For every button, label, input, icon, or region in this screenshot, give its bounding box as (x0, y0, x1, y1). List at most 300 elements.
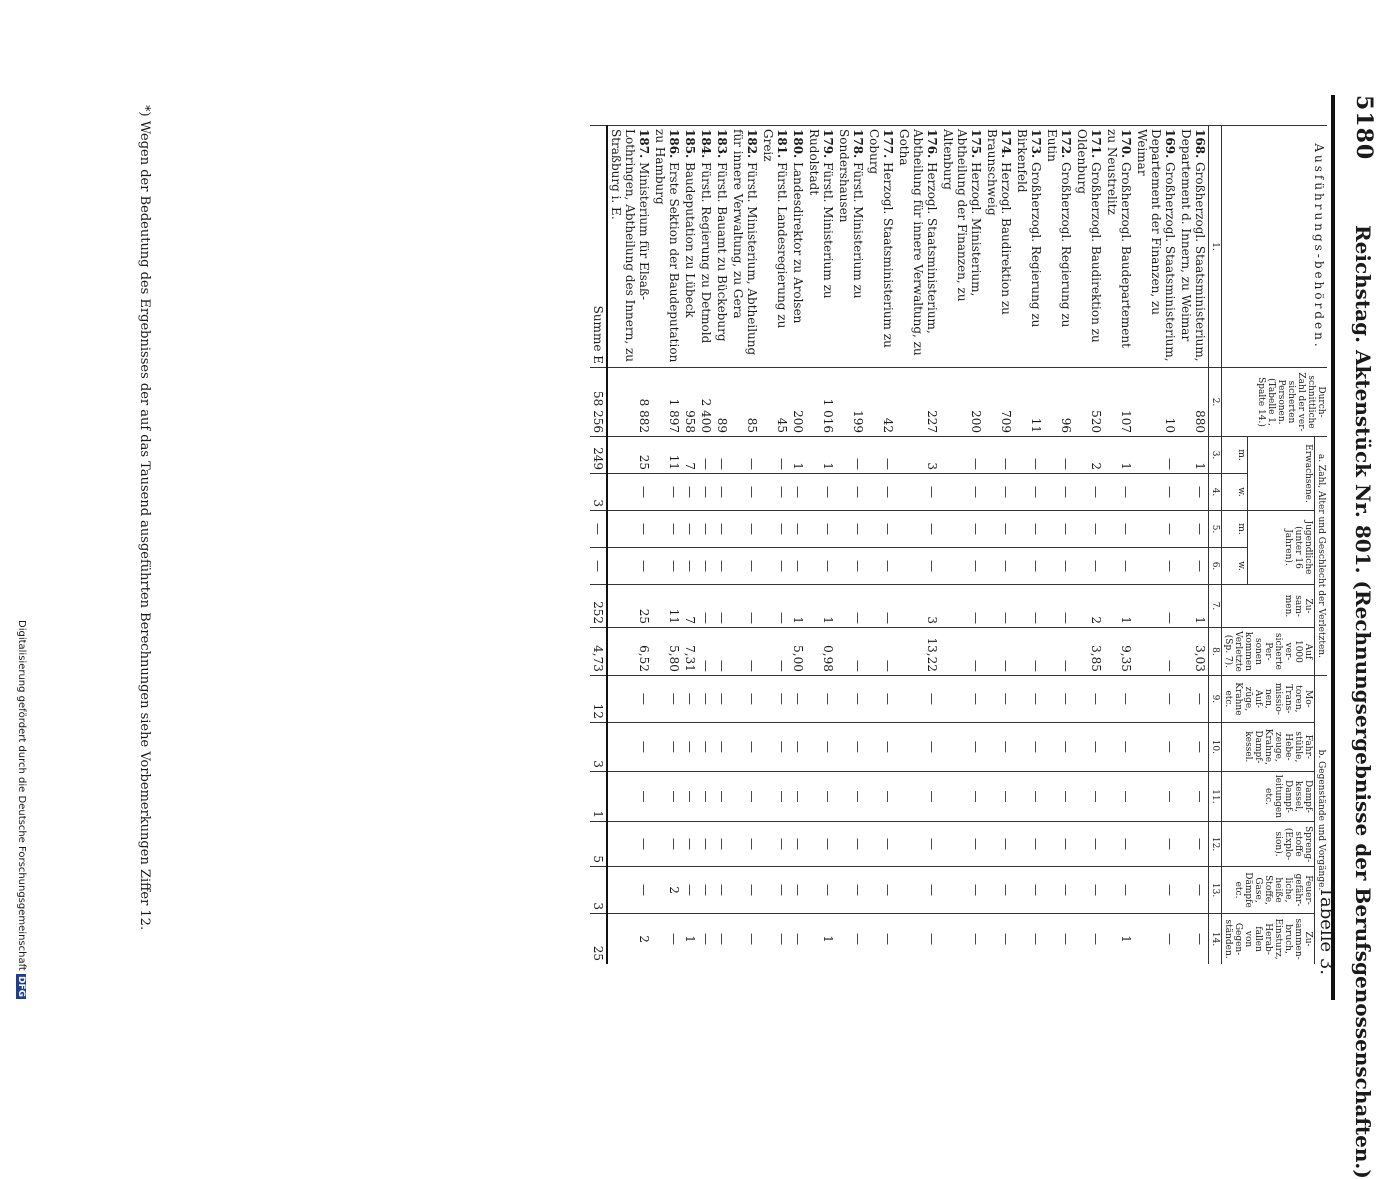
table-cell: — (1134, 822, 1178, 867)
row-authority (698, 126, 714, 368)
row-name: Landesdirektor zu Arolsen (791, 162, 805, 324)
row-name: Ministerium für Elsaß-Lothringen, Abtheilung des Innern, zu Straßburg i. E. (609, 129, 651, 363)
table-cell: — (760, 437, 790, 474)
row-name: Erste Sektion der Baudeputation zu Hamburg (653, 129, 681, 363)
table-cell: — (940, 822, 984, 867)
row-name: Fürstl. Regierung zu Detmold (699, 162, 713, 344)
table-cell: 3,85 (1074, 628, 1104, 676)
table-cell: — (984, 822, 1014, 867)
table-cell: — (698, 628, 714, 676)
sum-cell: 252 (590, 585, 607, 628)
row-name: Fürstl. Ministerium zu Rudolstadt (807, 129, 835, 299)
table-cell: 1 (1104, 437, 1134, 474)
table-cell: 1 (682, 914, 698, 965)
table-cell: 1 (1104, 585, 1134, 628)
table-cell: — (1044, 914, 1074, 965)
table-cell: 2 (1074, 437, 1104, 474)
table-cell: — (652, 474, 682, 511)
row-number: 174. (999, 129, 1013, 159)
row-name: Großherzogl. Regierung zu Birkenfeld (1015, 129, 1043, 328)
table-row (1014, 126, 1044, 965)
table-cell: 1 897 (652, 368, 682, 437)
table-cell: — (836, 548, 866, 585)
table-cell: — (866, 722, 896, 771)
col-header-erwachsene: Erwachsene. (1248, 437, 1315, 511)
table-cell: 7 (682, 585, 698, 628)
row-number: 181. (775, 129, 789, 159)
table-cell: — (1074, 822, 1104, 867)
row-number: 168. (1193, 129, 1207, 159)
table-cell: — (984, 548, 1014, 585)
col-header-12: Spreng-stoffe (Explo-sion). (1222, 822, 1315, 867)
footnote: *) Wegen der Bedeutung des Ergebnisses der auf das Tausend ausgeführten Berechnungen siehe Vorbemerkungen Ziffer 12. (137, 105, 152, 931)
sum-cell: 3 (590, 867, 607, 914)
col-number: 6. (1209, 548, 1222, 585)
sum-cell: 12 (590, 675, 607, 722)
table-cell: — (866, 437, 896, 474)
table-cell: — (1134, 548, 1178, 585)
table-cell: — (1044, 722, 1074, 771)
table-cell: — (790, 822, 806, 867)
row-number: 171. (1089, 129, 1103, 159)
table-cell: — (652, 675, 682, 722)
table-cell: — (760, 511, 790, 548)
table-cell: — (714, 722, 730, 771)
table-cell: — (714, 548, 730, 585)
table-cell: — (714, 675, 730, 722)
table-cell: — (1074, 914, 1104, 965)
table-cell: 3 (896, 437, 940, 474)
table-cell: 11 (1014, 368, 1044, 437)
table-cell: — (790, 474, 806, 511)
table-cell: — (730, 675, 760, 722)
row-authority (1134, 126, 1178, 368)
table-cell: — (1074, 675, 1104, 722)
sum-cell: 249 (590, 437, 607, 474)
table-row (1104, 126, 1134, 965)
table-cell: — (1178, 822, 1209, 867)
table-cell: — (940, 722, 984, 771)
table-cell: — (790, 675, 806, 722)
top-rule (1331, 95, 1335, 1000)
sum-cell: 58 256 (590, 368, 607, 437)
table-cell: — (940, 511, 984, 548)
table-cell: — (1134, 585, 1178, 628)
table-row (714, 126, 730, 965)
table-cell: — (652, 722, 682, 771)
table-cell: — (1044, 474, 1074, 511)
table-cell: 45 (760, 368, 790, 437)
dfg-logo: DFG (16, 976, 26, 998)
table-cell: — (1104, 548, 1134, 585)
col-number: 11. (1209, 771, 1222, 821)
row-name: Großherzogl. Baudirektion zu Oldenburg (1075, 129, 1103, 343)
table-cell: 880 (1178, 368, 1209, 437)
table-cell: — (1014, 771, 1044, 821)
table-cell: — (790, 914, 806, 965)
table-cell: — (836, 822, 866, 867)
col-number: 7. (1209, 585, 1222, 628)
table-cell: — (896, 548, 940, 585)
table-cell: 1 (806, 914, 836, 965)
col-header-4-w: w. (1222, 474, 1248, 511)
table-cell: — (806, 722, 836, 771)
table-cell: — (836, 914, 866, 965)
sum-cell: 1 (590, 771, 607, 821)
row-name: Herzogl. Staatsministerium, Abtheilung für innere Verwaltung, zu Gotha (897, 129, 939, 356)
table-cell: — (652, 511, 682, 548)
table-cell: — (698, 867, 714, 914)
table-cell: 2 (607, 914, 652, 965)
table-cell: — (1178, 548, 1209, 585)
table-cell: — (730, 437, 760, 474)
col-header-14: Zu-sammen-bruch, Einsturz, Herab-fallen von Gegen-ständen. (1222, 914, 1315, 965)
table-row (652, 126, 682, 965)
data-table (590, 125, 1327, 964)
table-cell: 200 (940, 368, 984, 437)
table-cell: — (760, 628, 790, 676)
table-cell: — (866, 822, 896, 867)
table-cell: — (682, 722, 698, 771)
row-number: 176. (925, 129, 939, 159)
table-cell: — (682, 511, 698, 548)
table-row (896, 126, 940, 965)
col-header-13: Feuer-gefähr-liche, heiße Stoffe, Gase, Dämpfe etc. (1222, 867, 1315, 914)
table-cell: — (1014, 628, 1044, 676)
table-cell: — (714, 585, 730, 628)
table-cell: — (760, 771, 790, 821)
table-cell: — (984, 474, 1014, 511)
row-authority (714, 126, 730, 368)
col-header-6-w: w. (1222, 548, 1248, 585)
row-name: Fürstl. Bauamt zu Bückeburg (715, 162, 729, 342)
col-number: 8. (1209, 628, 1222, 676)
table-cell: — (940, 474, 984, 511)
table-cell: — (730, 722, 760, 771)
row-number: 184. (699, 129, 713, 159)
col-number: 1. (1209, 126, 1222, 368)
row-authority (760, 126, 790, 368)
digitization-notice (16, 620, 27, 999)
table-row (607, 126, 652, 965)
table-cell: — (760, 585, 790, 628)
table-cell: — (682, 548, 698, 585)
table-cell: — (940, 675, 984, 722)
col-header-11: Dampf-kessel, Dampf-leitungen etc. (1222, 771, 1315, 821)
col-header-10: Fahr-stühle, Hebe-zeuge, Krahne, Dampf-kessel. (1222, 722, 1315, 771)
table-cell: 9,35 (1104, 628, 1134, 676)
col-group-a: a. Zahl, Alter und Geschlecht der Verletzten. (1315, 437, 1328, 676)
table-cell: — (1014, 511, 1044, 548)
table-cell: — (866, 585, 896, 628)
table-cell: — (730, 474, 760, 511)
table-row (698, 126, 714, 965)
table-row (730, 126, 760, 965)
table-cell: — (714, 511, 730, 548)
table-cell: — (730, 628, 760, 676)
table-cell: — (714, 628, 730, 676)
row-authority (806, 126, 836, 368)
table-cell: — (682, 675, 698, 722)
table-cell: — (940, 628, 984, 676)
table-cell: — (836, 771, 866, 821)
col-number: 5. (1209, 511, 1222, 548)
table-cell: — (1014, 722, 1044, 771)
table-cell: — (866, 675, 896, 722)
table-cell: 1 (1178, 585, 1209, 628)
col-header-jugendliche: Jugendliche (unter 16 Jahren). (1248, 511, 1315, 585)
table-cell: — (1134, 722, 1178, 771)
table-cell: — (1014, 548, 1044, 585)
table-cell: — (836, 474, 866, 511)
sum-cell: 4,73 (590, 628, 607, 676)
table-cell: — (1044, 675, 1074, 722)
table-cell: — (682, 771, 698, 821)
table-cell: — (836, 511, 866, 548)
table-cell: — (730, 867, 760, 914)
table-cell: 107 (1104, 368, 1134, 437)
table-cell: — (1178, 722, 1209, 771)
table-row (1044, 126, 1074, 965)
table-cell: — (806, 822, 836, 867)
table-cell: — (836, 722, 866, 771)
row-authority (730, 126, 760, 368)
table-cell: — (730, 585, 760, 628)
table-cell: — (682, 822, 698, 867)
row-number: 178. (851, 129, 865, 159)
table-cell: — (698, 771, 714, 821)
table-cell: — (1134, 867, 1178, 914)
table-row (984, 126, 1014, 965)
table-cell: 1 (790, 585, 806, 628)
table-cell: — (652, 771, 682, 821)
table-cell: 11 (652, 437, 682, 474)
table-cell: 1 016 (806, 368, 836, 437)
row-number: 186. (667, 129, 681, 159)
table-cell: — (1104, 675, 1134, 722)
table-cell: — (607, 675, 652, 722)
table-cell: — (607, 474, 652, 511)
row-name: Fürstl. Landesregierung zu Greiz (761, 129, 789, 329)
table-row (1134, 126, 1178, 965)
table-cell: — (652, 822, 682, 867)
table-cell: 1 (806, 437, 836, 474)
row-authority (1178, 126, 1209, 368)
row-authority (866, 126, 896, 368)
table-cell: — (836, 437, 866, 474)
table-cell: — (896, 914, 940, 965)
table-row (790, 126, 806, 965)
table-cell: — (1044, 628, 1074, 676)
table-cell: — (1044, 822, 1074, 867)
table-cell: — (1134, 474, 1178, 511)
table-cell: — (607, 548, 652, 585)
table-cell: — (896, 474, 940, 511)
table-cell: — (984, 437, 1014, 474)
sum-cell: 25 (590, 914, 607, 965)
table-cell: — (1014, 914, 1044, 965)
table-cell: — (698, 548, 714, 585)
page-title: Reichstag. Aktenstück Nr. 801. (Rechnungsergebnisse der Berufsgenossenschaften.) (1351, 225, 1375, 1179)
table-cell: — (790, 722, 806, 771)
table-cell: — (698, 474, 714, 511)
row-number: 173. (1029, 129, 1043, 159)
table-cell: 85 (730, 368, 760, 437)
table-cell: — (984, 675, 1014, 722)
row-name: Großherzogl. Baudepartement zu Neustrelitz (1105, 129, 1133, 348)
col-number: 13. (1209, 867, 1222, 914)
table-cell: — (698, 914, 714, 965)
row-number: 185. (683, 129, 697, 159)
table-cell: — (1178, 867, 1209, 914)
table-cell: — (607, 771, 652, 821)
table-cell: — (714, 867, 730, 914)
row-authority (1074, 126, 1104, 368)
table-cell: 200 (790, 368, 806, 437)
column-number-row (1209, 126, 1222, 965)
table-cell: — (896, 722, 940, 771)
table-cell: — (866, 771, 896, 821)
col-header-9: Mo-toren, Trans-missio-nen, Auf-züge, Krahne etc. (1222, 675, 1315, 722)
table-cell: — (1178, 474, 1209, 511)
table-cell: — (984, 867, 1014, 914)
table-cell: — (714, 474, 730, 511)
row-name: Herzogl. Staatsministerium zu Coburg (867, 129, 895, 348)
table-cell: — (984, 585, 1014, 628)
col-header-auf1000: Auf 1000 ver-sicherte Per-sonen kommen Verletzte (Sp. 7). (1222, 628, 1315, 676)
table-cell: — (714, 822, 730, 867)
table-cell: 2 400 (698, 368, 714, 437)
table-cell: — (1134, 771, 1178, 821)
table-cell: 1 (1104, 914, 1134, 965)
table-cell: — (1074, 722, 1104, 771)
row-number: 175. (969, 129, 983, 159)
table-cell: 958 (682, 368, 698, 437)
col-number: 10. (1209, 722, 1222, 771)
table-cell: — (1014, 437, 1044, 474)
table-row (760, 126, 790, 965)
row-name: Großherzogl. Regierung zu Eutin (1045, 129, 1073, 328)
table-cell: — (760, 822, 790, 867)
table-cell: 3,03 (1178, 628, 1209, 676)
table-row (1074, 126, 1104, 965)
row-authority (790, 126, 806, 368)
table-cell: — (806, 548, 836, 585)
row-name: Fürstl. Ministerium, Abtheilung für innere Verwaltung, zu Gera (731, 129, 759, 356)
table-cell: — (790, 867, 806, 914)
table-cell: — (866, 628, 896, 676)
table-cell: 1 (806, 585, 836, 628)
table-cell: — (866, 867, 896, 914)
table-cell: — (984, 722, 1014, 771)
table-cell: — (652, 548, 682, 585)
table-cell: — (1074, 474, 1104, 511)
row-authority (984, 126, 1014, 368)
table-cell: — (940, 437, 984, 474)
row-authority (1044, 126, 1074, 368)
row-name: Fürstl. Ministerium zu Sondershausen (837, 129, 865, 299)
table-cell: — (940, 914, 984, 965)
table-cell: — (730, 822, 760, 867)
table-cell: 3 (896, 585, 940, 628)
table-cell: — (1044, 437, 1074, 474)
table-cell: — (682, 867, 698, 914)
table-cell: 11 (652, 585, 682, 628)
table-cell: — (896, 675, 940, 722)
table-row (836, 126, 866, 965)
table-cell: 89 (714, 368, 730, 437)
row-name: Herzogl. Ministerium, Abtheilung der Finanzen, zu Altenburg (941, 129, 983, 302)
row-number: 180. (791, 129, 805, 159)
table-cell: 0,98 (806, 628, 836, 676)
table-cell: — (760, 867, 790, 914)
col-number: 12. (1209, 822, 1222, 867)
col-number: 3. (1209, 437, 1222, 474)
table-cell: — (1074, 867, 1104, 914)
table-cell: — (1014, 675, 1044, 722)
table-cell: 227 (896, 368, 940, 437)
table-cell: — (940, 585, 984, 628)
row-authority (1014, 126, 1044, 368)
table-cell: — (682, 474, 698, 511)
table-cell: — (730, 771, 760, 821)
table-cell: — (1178, 675, 1209, 722)
table-cell: — (607, 722, 652, 771)
table-cell: — (698, 675, 714, 722)
table-cell: 199 (836, 368, 866, 437)
table-cell: — (806, 474, 836, 511)
table-cell: 42 (866, 368, 896, 437)
table-cell: — (866, 548, 896, 585)
table-cell: — (836, 585, 866, 628)
table-cell: — (1178, 511, 1209, 548)
table-cell: 6,52 (607, 628, 652, 676)
col-number: 9. (1209, 675, 1222, 722)
row-authority (1104, 126, 1134, 368)
table-cell: — (984, 914, 1014, 965)
table-cell: — (866, 474, 896, 511)
table-cell: — (896, 511, 940, 548)
row-authority (607, 126, 652, 368)
table-cell: — (1014, 474, 1044, 511)
table-cell: 25 (607, 437, 652, 474)
table-cell: — (1044, 867, 1074, 914)
row-authority (940, 126, 984, 368)
table-cell: — (760, 474, 790, 511)
table-cell: — (730, 548, 760, 585)
sum-cell: 3 (590, 722, 607, 771)
table-cell: 10 (1134, 368, 1178, 437)
table-cell: — (1044, 511, 1074, 548)
table-cell: 5,00 (790, 628, 806, 676)
table-cell: — (1134, 914, 1178, 965)
digitization-text: Digitalisierung gefördert durch die Deutsche Forschungsgemeinschaft (16, 620, 27, 971)
table-cell: — (1134, 437, 1178, 474)
table-cell: — (698, 511, 714, 548)
table-cell: 2 (652, 867, 682, 914)
table-label: Tabelle 3. (1316, 886, 1337, 975)
table-cell: — (698, 437, 714, 474)
table-cell: — (730, 914, 760, 965)
table-cell: — (1104, 722, 1134, 771)
col-header-3-m: m. (1222, 437, 1248, 474)
row-number: 170. (1119, 129, 1133, 159)
table-cell: — (836, 628, 866, 676)
table-cell: — (1014, 585, 1044, 628)
table-cell: — (1134, 628, 1178, 676)
col-header-1: Ausführungs-behörden. (1222, 126, 1328, 368)
col-number: 4. (1209, 474, 1222, 511)
